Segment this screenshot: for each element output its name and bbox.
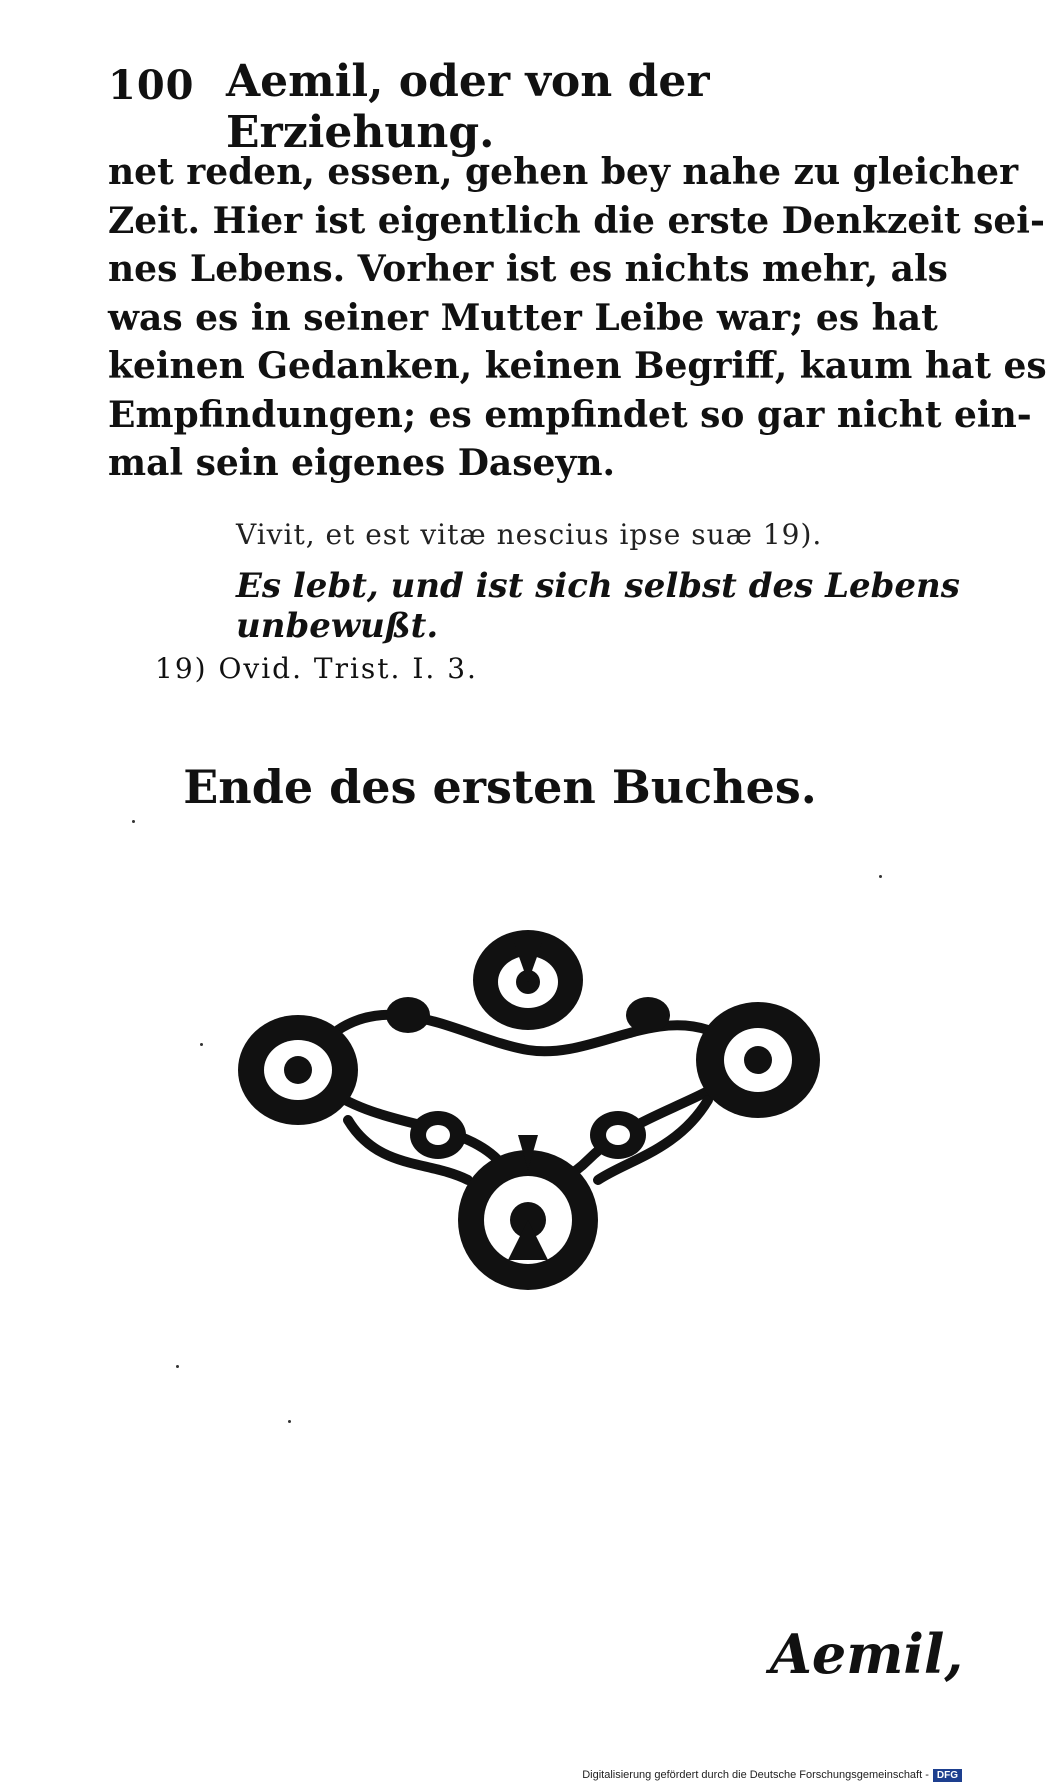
print-speck xyxy=(288,1420,291,1423)
latin-quote: Vivit, et est vitæ nescius ipse suæ 19). xyxy=(236,518,823,551)
running-title: Aemil, oder von der Erziehung. xyxy=(226,56,710,158)
rococo-floral-vignette-icon xyxy=(228,920,828,1310)
digitization-credit xyxy=(582,1765,962,1785)
body-paragraph xyxy=(108,148,1047,488)
print-speck xyxy=(132,820,135,823)
body-line: was es in seiner Mutter Leibe war; es hat xyxy=(108,296,938,339)
body-line: mal sein eigenes Daseyn. xyxy=(108,442,616,484)
catchword: Aemil, xyxy=(770,1622,964,1686)
body-line: net reden, essen, gehen bey nahe zu gleicher xyxy=(108,151,1019,193)
body-line: keinen Gedanken, keinen Begriff, kaum hat es xyxy=(108,345,1047,387)
dfg-logo: DFG xyxy=(933,1769,962,1782)
page-number: 100 xyxy=(108,62,195,109)
print-speck xyxy=(879,875,882,878)
print-speck xyxy=(176,1365,179,1368)
section-end-heading: Ende des ersten Buches. xyxy=(183,760,817,814)
footnote: 19) Ovid. Trist. I. 3. xyxy=(155,652,478,685)
body-line: Empfindungen; es empfindet so gar nicht ein- xyxy=(108,393,1032,436)
body-line: Zeit. Hier ist eigentlich die erste Denkzeit sei- xyxy=(108,199,1045,242)
german-quote: Es lebt, und ist sich selbst des Lebens unbewußt. xyxy=(236,566,960,646)
page-header xyxy=(108,52,868,158)
print-speck xyxy=(200,1043,203,1046)
body-line: nes Lebens. Vorher ist es nichts mehr, als xyxy=(108,248,948,290)
credit-text: Digitalisierung gefördert durch die Deutsche Forschungsgemeinschaft - xyxy=(582,1769,929,1781)
